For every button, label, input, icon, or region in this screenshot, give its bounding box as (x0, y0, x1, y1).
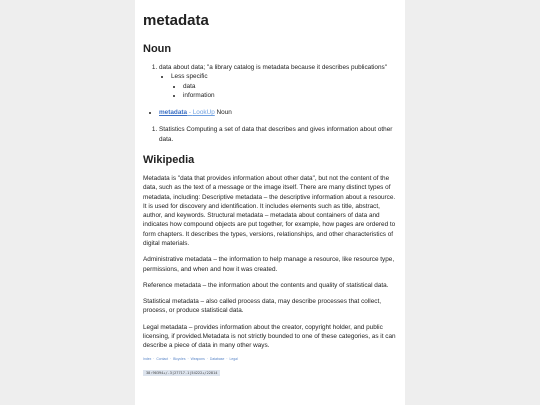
footer-links (143, 357, 397, 361)
sub-list (159, 72, 397, 100)
wiki-paragraph: Reference metadata – the information about the contents and quality of statistical data. (143, 281, 389, 289)
lookup-separator: - (187, 109, 193, 117)
footer-link-database[interactable]: Database (209, 357, 225, 362)
footer-link-legal[interactable]: Legal (229, 357, 238, 362)
lookup-link[interactable]: LookUp (192, 109, 215, 117)
footer-link-bicycles[interactable]: Bicycles (173, 357, 186, 362)
less-specific-label: Less specific (171, 73, 208, 81)
sub-item-information[interactable]: • information (183, 91, 397, 100)
wiki-paragraph: Legal metadata – provides information about the creator, copyright holder, and public licensing, if provided.Metadata is not strictly bounded to one of these categories, as it can describe a piece of data in many other ways. (143, 323, 396, 350)
noun-definitions (143, 63, 397, 100)
sub-sub-list (171, 82, 397, 101)
footer-id: 38:90394+/-3|27717-1|54222+/22814 (143, 370, 220, 376)
noun-definitions-2 (143, 125, 397, 144)
lookup-item (159, 108, 397, 117)
footer-separator: · (206, 357, 208, 362)
definition-item (159, 63, 397, 100)
sub-item-less-specific (171, 72, 397, 100)
footer-separator: · (169, 357, 172, 362)
wikipedia-heading: Wikipedia (143, 153, 195, 166)
lookup-list (143, 108, 397, 117)
footer-separator: · (153, 357, 155, 362)
definition-text: data about data; "a library catalog is metadata because it describes publications" (159, 64, 387, 71)
lookup-pos: Noun (214, 109, 232, 117)
wiki-paragraph: Administrative metadata – the information to help manage a resource, like resource type, permissions, and when and how it was created. (143, 256, 395, 273)
footer-separator: · (226, 357, 228, 362)
lookup-word-link[interactable]: metadata (159, 109, 188, 117)
page-title: metadata (143, 12, 209, 29)
footer-separator: · (187, 357, 189, 362)
wiki-paragraph: Statistical metadata – also called process data, may describe processes that collect, process, or produce statistical data. (143, 298, 381, 315)
footer-link-contact[interactable]: Contact (156, 357, 169, 362)
wiki-paragraph: Metadata is "data that provides information about other data", but not the content of the data, such as the text of a message or the image itself. There are many distinct types of metadata, including: Descriptive metadata – the descriptive information about a resource. It is used for discovery and identification. It includes elements such as title, abstract, author, and keywords. Structural metadata – metadata about containers of data and indicates how compound objects are put together, for example, how pages are ordered to form chapters. It describes the types, versions, relationships, and other characteristics of digital materials. (143, 174, 396, 247)
sub-item-data[interactable]: • data (183, 82, 397, 91)
footer-link-weapons[interactable]: Weapons (190, 357, 205, 362)
definition-item-2: 1. Statistics Computing a set of data that describes and gives information about other data. (159, 125, 397, 144)
noun-heading: Noun (143, 43, 172, 55)
content (135, 0, 405, 379)
page-panel (135, 0, 405, 405)
footer-link-index[interactable]: Index (143, 357, 152, 362)
